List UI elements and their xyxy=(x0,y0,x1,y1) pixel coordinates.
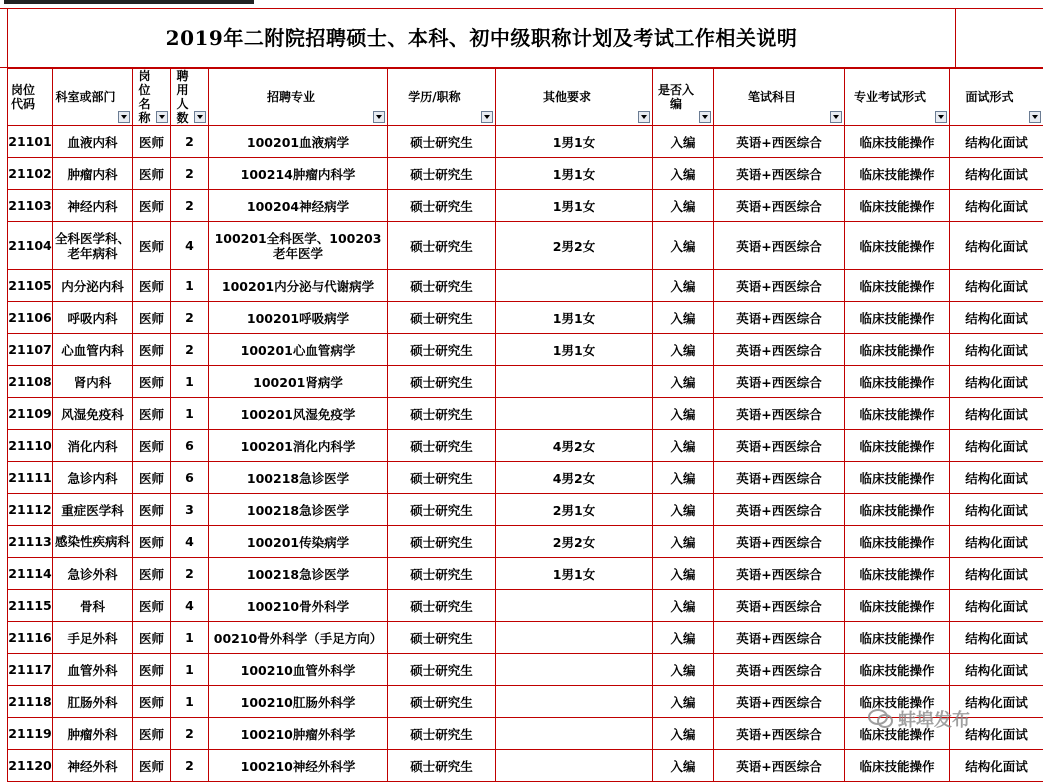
cell-written-exam: 英语+西医综合 xyxy=(714,494,845,526)
cell-major: 100201呼吸病学 xyxy=(209,302,388,334)
cell-interview: 结构化面试 xyxy=(950,494,1043,526)
cell-education: 硕士研究生 xyxy=(388,686,496,718)
watermark-text: 蚌埠发布 xyxy=(898,706,970,732)
cell-written-exam: 英语+西医综合 xyxy=(714,302,845,334)
cell-education: 硕士研究生 xyxy=(388,126,496,158)
cell-department: 呼吸内科 xyxy=(53,302,133,334)
cell-major: 00210骨外科学（手足方向） xyxy=(209,622,388,654)
cell-education: 硕士研究生 xyxy=(388,558,496,590)
cell-other-requirements: 1男1女 xyxy=(496,126,653,158)
header-education: 学历/职称 xyxy=(388,69,496,126)
cell-interview: 结构化面试 xyxy=(950,718,1043,750)
cell-position-code: 21116 xyxy=(8,622,53,654)
cell-written-exam: 英语+西医综合 xyxy=(714,654,845,686)
table-row xyxy=(8,430,1043,462)
cell-position-code: 21110 xyxy=(8,430,53,462)
cell-interview: 结构化面试 xyxy=(950,398,1043,430)
filter-dropdown-icon[interactable] xyxy=(638,111,650,123)
table-row xyxy=(8,270,1043,302)
cell-other-requirements: 1男1女 xyxy=(496,158,653,190)
page-title: 2019年二附院招聘硕士、本科、初中级职称计划及考试工作相关说明 xyxy=(8,9,955,67)
cell-professional-exam: 临床技能操作 xyxy=(845,158,950,190)
cell-hire-count: 1 xyxy=(171,622,209,654)
cell-major: 100214肿瘤内科学 xyxy=(209,158,388,190)
cell-other-requirements xyxy=(496,654,653,686)
cell-staffing: 入编 xyxy=(653,462,714,494)
filter-dropdown-icon[interactable] xyxy=(699,111,711,123)
cell-written-exam: 英语+西医综合 xyxy=(714,558,845,590)
filter-dropdown-icon[interactable] xyxy=(935,111,947,123)
cell-interview: 结构化面试 xyxy=(950,654,1043,686)
cell-position-name: 医师 xyxy=(133,590,171,622)
cell-major: 100201传染病学 xyxy=(209,526,388,558)
cell-department: 全科医学科、老年病科 xyxy=(53,222,133,270)
cell-professional-exam: 临床技能操作 xyxy=(845,750,950,782)
cell-staffing: 入编 xyxy=(653,622,714,654)
cell-other-requirements: 1男1女 xyxy=(496,558,653,590)
cell-hire-count: 1 xyxy=(171,686,209,718)
cell-hire-count: 3 xyxy=(171,494,209,526)
header-department: 科室或部门 xyxy=(53,69,133,126)
cell-interview: 结构化面试 xyxy=(950,334,1043,366)
cell-major: 100218急诊医学 xyxy=(209,558,388,590)
cell-position-code: 21120 xyxy=(8,750,53,782)
cell-interview: 结构化面试 xyxy=(950,590,1043,622)
cell-hire-count: 2 xyxy=(171,158,209,190)
header-written-exam: 笔试科目 xyxy=(714,69,845,126)
cell-hire-count: 1 xyxy=(171,270,209,302)
cell-position-code: 21104 xyxy=(8,222,53,270)
cell-professional-exam: 临床技能操作 xyxy=(845,494,950,526)
cell-position-code: 21106 xyxy=(8,302,53,334)
cell-major: 100201内分泌与代谢病学 xyxy=(209,270,388,302)
cell-department: 骨科 xyxy=(53,590,133,622)
cell-position-name: 医师 xyxy=(133,494,171,526)
cell-position-name: 医师 xyxy=(133,158,171,190)
cell-written-exam: 英语+西医综合 xyxy=(714,462,845,494)
cell-department: 感染性疾病科 xyxy=(53,526,133,558)
cell-position-code: 21112 xyxy=(8,494,53,526)
cell-other-requirements: 4男2女 xyxy=(496,430,653,462)
cell-other-requirements xyxy=(496,622,653,654)
filter-dropdown-icon[interactable] xyxy=(830,111,842,123)
cell-interview: 结构化面试 xyxy=(950,222,1043,270)
cell-department: 内分泌内科 xyxy=(53,270,133,302)
cell-department: 急诊外科 xyxy=(53,558,133,590)
cell-interview: 结构化面试 xyxy=(950,462,1043,494)
cell-hire-count: 2 xyxy=(171,190,209,222)
cell-department: 急诊内科 xyxy=(53,462,133,494)
cell-hire-count: 2 xyxy=(171,718,209,750)
cell-education: 硕士研究生 xyxy=(388,302,496,334)
cell-interview: 结构化面试 xyxy=(950,750,1043,782)
table-row xyxy=(8,334,1043,366)
cell-hire-count: 4 xyxy=(171,590,209,622)
cell-written-exam: 英语+西医综合 xyxy=(714,430,845,462)
cell-position-name: 医师 xyxy=(133,462,171,494)
cell-department: 重症医学科 xyxy=(53,494,133,526)
cell-staffing: 入编 xyxy=(653,558,714,590)
header-position-name: 岗位名称 xyxy=(133,69,171,126)
cell-major: 100210肛肠外科学 xyxy=(209,686,388,718)
table-row xyxy=(8,654,1043,686)
cell-hire-count: 2 xyxy=(171,558,209,590)
cell-interview: 结构化面试 xyxy=(950,686,1043,718)
cell-staffing: 入编 xyxy=(653,590,714,622)
cell-written-exam: 英语+西医综合 xyxy=(714,750,845,782)
table-row xyxy=(8,558,1043,590)
cell-written-exam: 英语+西医综合 xyxy=(714,398,845,430)
cell-professional-exam: 临床技能操作 xyxy=(845,622,950,654)
cell-hire-count: 2 xyxy=(171,302,209,334)
header-position-code: 岗位代码 xyxy=(8,69,53,126)
cell-professional-exam: 临床技能操作 xyxy=(845,686,950,718)
cell-interview: 结构化面试 xyxy=(950,430,1043,462)
filter-dropdown-icon[interactable] xyxy=(194,111,206,123)
cell-position-code: 21113 xyxy=(8,526,53,558)
cell-staffing: 入编 xyxy=(653,366,714,398)
table-row xyxy=(8,590,1043,622)
cell-written-exam: 英语+西医综合 xyxy=(714,366,845,398)
cell-professional-exam: 临床技能操作 xyxy=(845,654,950,686)
cell-written-exam: 英语+西医综合 xyxy=(714,686,845,718)
cell-major: 100210血管外科学 xyxy=(209,654,388,686)
cell-department: 肿瘤外科 xyxy=(53,718,133,750)
header-other-requirements: 其他要求 xyxy=(496,69,653,126)
cell-position-name: 医师 xyxy=(133,750,171,782)
cell-interview: 结构化面试 xyxy=(950,158,1043,190)
filter-dropdown-icon[interactable] xyxy=(481,111,493,123)
cell-hire-count: 4 xyxy=(171,222,209,270)
table-row xyxy=(8,366,1043,398)
header-staffing: 是否入编 xyxy=(653,69,714,126)
cell-position-name: 医师 xyxy=(133,222,171,270)
cell-other-requirements xyxy=(496,750,653,782)
cell-other-requirements: 1男1女 xyxy=(496,334,653,366)
table-row xyxy=(8,398,1043,430)
cell-professional-exam: 临床技能操作 xyxy=(845,590,950,622)
cell-position-code: 21103 xyxy=(8,190,53,222)
cell-position-code: 21114 xyxy=(8,558,53,590)
cell-major: 100201全科医学、100203老年医学 xyxy=(209,222,388,270)
chat-bubble-icon xyxy=(868,708,894,730)
filter-dropdown-icon[interactable] xyxy=(1029,111,1041,123)
table-row xyxy=(8,126,1043,158)
header-interview: 面试形式 xyxy=(950,69,1043,126)
cell-position-code: 21117 xyxy=(8,654,53,686)
cell-hire-count: 2 xyxy=(171,750,209,782)
cell-major: 100201肾病学 xyxy=(209,366,388,398)
cell-education: 硕士研究生 xyxy=(388,622,496,654)
cell-hire-count: 1 xyxy=(171,398,209,430)
cell-position-code: 21115 xyxy=(8,590,53,622)
cell-other-requirements xyxy=(496,398,653,430)
table-row xyxy=(8,494,1043,526)
cell-staffing: 入编 xyxy=(653,270,714,302)
cell-interview: 结构化面试 xyxy=(950,126,1043,158)
cell-staffing: 入编 xyxy=(653,526,714,558)
cell-education: 硕士研究生 xyxy=(388,158,496,190)
cell-interview: 结构化面试 xyxy=(950,558,1043,590)
cell-written-exam: 英语+西医综合 xyxy=(714,190,845,222)
cell-position-code: 21101 xyxy=(8,126,53,158)
cell-department: 血液内科 xyxy=(53,126,133,158)
cell-staffing: 入编 xyxy=(653,190,714,222)
cell-position-name: 医师 xyxy=(133,270,171,302)
cell-position-code: 21119 xyxy=(8,718,53,750)
cell-written-exam: 英语+西医综合 xyxy=(714,126,845,158)
cell-other-requirements: 1男1女 xyxy=(496,190,653,222)
cell-other-requirements xyxy=(496,366,653,398)
table-row xyxy=(8,222,1043,270)
cell-written-exam: 英语+西医综合 xyxy=(714,334,845,366)
cell-position-name: 医师 xyxy=(133,718,171,750)
cell-hire-count: 6 xyxy=(171,430,209,462)
cell-written-exam: 英语+西医综合 xyxy=(714,158,845,190)
cell-position-code: 21102 xyxy=(8,158,53,190)
cell-professional-exam: 临床技能操作 xyxy=(845,126,950,158)
cell-education: 硕士研究生 xyxy=(388,366,496,398)
title-row xyxy=(0,9,1043,68)
cell-department: 心血管内科 xyxy=(53,334,133,366)
cell-other-requirements xyxy=(496,590,653,622)
table-row xyxy=(8,462,1043,494)
cell-interview: 结构化面试 xyxy=(950,270,1043,302)
cropped-text-bar xyxy=(4,0,254,4)
cell-major: 100210骨外科学 xyxy=(209,590,388,622)
cell-position-name: 医师 xyxy=(133,622,171,654)
cell-written-exam: 英语+西医综合 xyxy=(714,590,845,622)
cell-staffing: 入编 xyxy=(653,654,714,686)
cell-interview: 结构化面试 xyxy=(950,366,1043,398)
watermark xyxy=(868,702,1038,736)
cell-position-code: 21118 xyxy=(8,686,53,718)
cell-education: 硕士研究生 xyxy=(388,750,496,782)
cell-professional-exam: 临床技能操作 xyxy=(845,302,950,334)
cell-position-name: 医师 xyxy=(133,654,171,686)
cell-other-requirements xyxy=(496,686,653,718)
cell-education: 硕士研究生 xyxy=(388,430,496,462)
cell-major: 100201血液病学 xyxy=(209,126,388,158)
cell-position-name: 医师 xyxy=(133,190,171,222)
cell-professional-exam: 临床技能操作 xyxy=(845,718,950,750)
cell-department: 风湿免疫科 xyxy=(53,398,133,430)
cell-staffing: 入编 xyxy=(653,334,714,366)
cell-department: 神经外科 xyxy=(53,750,133,782)
cell-professional-exam: 临床技能操作 xyxy=(845,270,950,302)
cell-position-name: 医师 xyxy=(133,558,171,590)
cell-professional-exam: 临床技能操作 xyxy=(845,366,950,398)
table-row xyxy=(8,750,1043,782)
cell-professional-exam: 临床技能操作 xyxy=(845,398,950,430)
cell-staffing: 入编 xyxy=(653,494,714,526)
cell-major: 100210肿瘤外科学 xyxy=(209,718,388,750)
cell-education: 硕士研究生 xyxy=(388,222,496,270)
table-row xyxy=(8,526,1043,558)
cell-other-requirements: 4男2女 xyxy=(496,462,653,494)
cell-interview: 结构化面试 xyxy=(950,190,1043,222)
cell-professional-exam: 临床技能操作 xyxy=(845,334,950,366)
cell-education: 硕士研究生 xyxy=(388,270,496,302)
cell-major: 100201心血管病学 xyxy=(209,334,388,366)
cell-staffing: 入编 xyxy=(653,718,714,750)
cell-written-exam: 英语+西医综合 xyxy=(714,222,845,270)
cell-position-code: 21111 xyxy=(8,462,53,494)
cell-position-name: 医师 xyxy=(133,398,171,430)
filter-dropdown-icon[interactable] xyxy=(156,111,168,123)
cell-professional-exam: 临床技能操作 xyxy=(845,558,950,590)
cell-position-name: 医师 xyxy=(133,302,171,334)
cell-written-exam: 英语+西医综合 xyxy=(714,622,845,654)
cell-education: 硕士研究生 xyxy=(388,654,496,686)
cell-interview: 结构化面试 xyxy=(950,622,1043,654)
cell-department: 神经内科 xyxy=(53,190,133,222)
cell-major: 100218急诊医学 xyxy=(209,462,388,494)
cell-major: 100204神经病学 xyxy=(209,190,388,222)
cell-position-name: 医师 xyxy=(133,334,171,366)
cell-professional-exam: 临床技能操作 xyxy=(845,526,950,558)
cell-department: 血管外科 xyxy=(53,654,133,686)
cell-position-name: 医师 xyxy=(133,366,171,398)
cell-hire-count: 2 xyxy=(171,334,209,366)
cell-staffing: 入编 xyxy=(653,158,714,190)
cell-department: 消化内科 xyxy=(53,430,133,462)
cell-position-code: 21105 xyxy=(8,270,53,302)
cell-education: 硕士研究生 xyxy=(388,462,496,494)
cell-department: 手足外科 xyxy=(53,622,133,654)
filter-dropdown-icon[interactable] xyxy=(373,111,385,123)
cell-position-name: 医师 xyxy=(133,686,171,718)
cell-staffing: 入编 xyxy=(653,222,714,270)
cell-position-name: 医师 xyxy=(133,526,171,558)
cell-hire-count: 4 xyxy=(171,526,209,558)
cell-written-exam: 英语+西医综合 xyxy=(714,270,845,302)
cell-education: 硕士研究生 xyxy=(388,590,496,622)
cell-other-requirements: 2男2女 xyxy=(496,222,653,270)
cell-major: 100218急诊医学 xyxy=(209,494,388,526)
table-row xyxy=(8,158,1043,190)
cell-education: 硕士研究生 xyxy=(388,494,496,526)
cell-hire-count: 1 xyxy=(171,366,209,398)
cell-department: 肾内科 xyxy=(53,366,133,398)
cell-other-requirements: 2男1女 xyxy=(496,494,653,526)
cell-professional-exam: 临床技能操作 xyxy=(845,430,950,462)
table-row xyxy=(8,302,1043,334)
header-major: 招聘专业 xyxy=(209,69,388,126)
cell-written-exam: 英语+西医综合 xyxy=(714,718,845,750)
cell-other-requirements: 2男2女 xyxy=(496,526,653,558)
top-strip xyxy=(0,0,1043,9)
table-row xyxy=(8,622,1043,654)
cell-education: 硕士研究生 xyxy=(388,398,496,430)
cell-hire-count: 2 xyxy=(171,126,209,158)
cell-major: 100210神经外科学 xyxy=(209,750,388,782)
cell-education: 硕士研究生 xyxy=(388,526,496,558)
header-hire-count: 聘用人数 xyxy=(171,69,209,126)
cell-major: 100201消化内科学 xyxy=(209,430,388,462)
cell-written-exam: 英语+西医综合 xyxy=(714,526,845,558)
cell-interview: 结构化面试 xyxy=(950,526,1043,558)
cell-other-requirements xyxy=(496,718,653,750)
filter-dropdown-icon[interactable] xyxy=(118,111,130,123)
cell-interview: 结构化面试 xyxy=(950,302,1043,334)
cell-staffing: 入编 xyxy=(653,398,714,430)
cell-position-code: 21108 xyxy=(8,366,53,398)
cell-department: 肿瘤内科 xyxy=(53,158,133,190)
table-row xyxy=(8,190,1043,222)
cell-other-requirements xyxy=(496,270,653,302)
header-row xyxy=(8,69,1043,126)
cell-professional-exam: 临床技能操作 xyxy=(845,190,950,222)
cell-education: 硕士研究生 xyxy=(388,190,496,222)
cell-staffing: 入编 xyxy=(653,302,714,334)
cell-staffing: 入编 xyxy=(653,750,714,782)
cell-position-code: 21109 xyxy=(8,398,53,430)
cell-staffing: 入编 xyxy=(653,126,714,158)
cell-position-code: 21107 xyxy=(8,334,53,366)
cell-professional-exam: 临床技能操作 xyxy=(845,222,950,270)
cell-hire-count: 6 xyxy=(171,462,209,494)
cell-other-requirements: 1男1女 xyxy=(496,302,653,334)
cell-professional-exam: 临床技能操作 xyxy=(845,462,950,494)
recruitment-table xyxy=(7,68,1043,782)
cell-education: 硕士研究生 xyxy=(388,718,496,750)
cell-staffing: 入编 xyxy=(653,430,714,462)
cell-position-name: 医师 xyxy=(133,126,171,158)
header-professional-exam: 专业考试形式 xyxy=(845,69,950,126)
cell-staffing: 入编 xyxy=(653,686,714,718)
cell-major: 100201风湿免疫学 xyxy=(209,398,388,430)
cell-position-name: 医师 xyxy=(133,430,171,462)
cell-hire-count: 1 xyxy=(171,654,209,686)
cell-education: 硕士研究生 xyxy=(388,334,496,366)
cell-department: 肛肠外科 xyxy=(53,686,133,718)
